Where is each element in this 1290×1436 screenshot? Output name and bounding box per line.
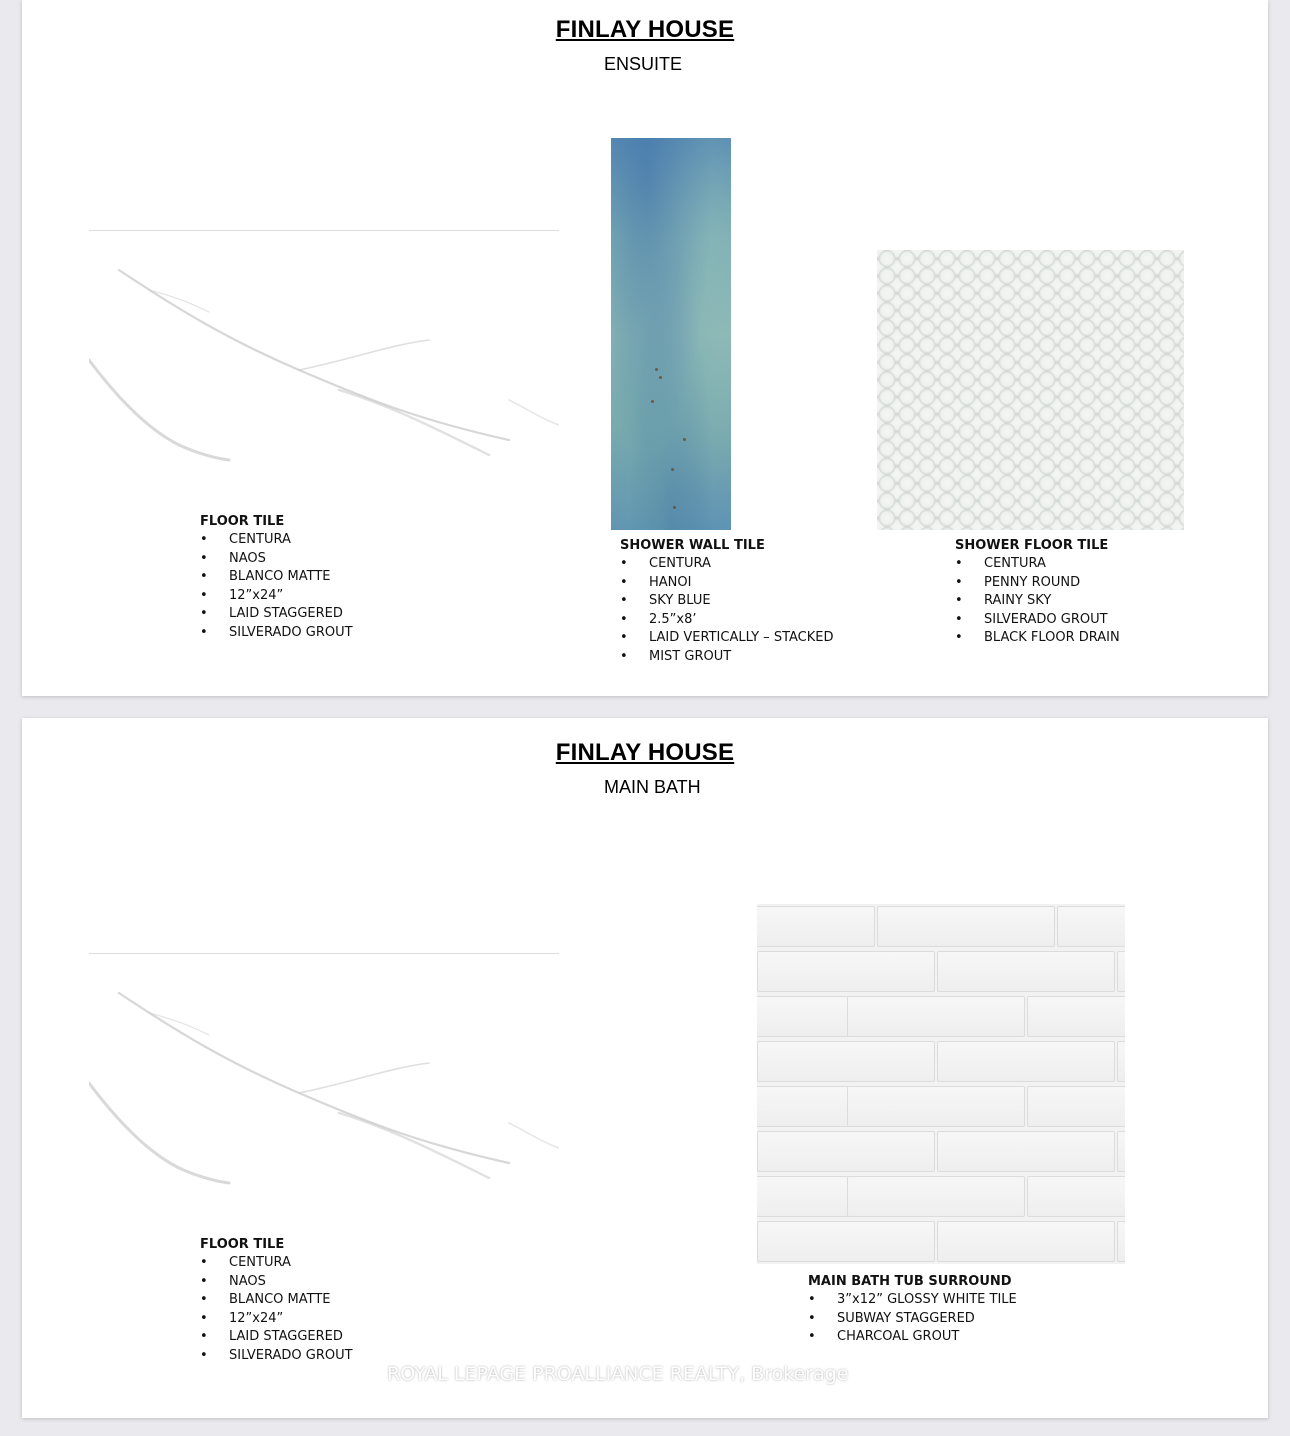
shower-wall-tile-image: [611, 138, 731, 530]
spec-heading: MAIN BATH TUB SURROUND: [808, 1274, 1012, 1289]
shower-floor-tile-image: [877, 250, 1184, 530]
spec-heading: FLOOR TILE: [200, 514, 285, 529]
spec-item: • CENTURA: [955, 556, 1046, 571]
spec-item: • CENTURA: [200, 1255, 291, 1270]
tub-surround-spec: [808, 1274, 1017, 1347]
spec-item: • CENTURA: [620, 556, 711, 571]
spec-item: • SILVERADO GROUT: [955, 611, 1108, 627]
spec-item: • CENTURA: [200, 532, 291, 547]
spec-heading: SHOWER WALL TILE: [620, 538, 765, 553]
tub-surround-tile-image: [757, 904, 1125, 1264]
floor-tile-spec: [200, 514, 353, 643]
spec-item: • 12”x24”: [200, 1310, 284, 1326]
page-title: FINLAY HOUSE: [555, 16, 735, 43]
spec-item: • CHARCOAL GROUT: [808, 1329, 960, 1345]
spec-item: • PENNY ROUND: [955, 574, 1081, 590]
spec-item: • LAID STAGGERED: [200, 606, 343, 622]
floor-tile-spec: [200, 1237, 353, 1366]
spec-item: • 3”x12” GLOSSY WHITE TILE: [808, 1292, 1017, 1307]
page-subtitle: ENSUITE: [604, 54, 683, 74]
brokerage-watermark: ROYAL LEPAGE PROALLIANCE REALTY, Brokerage: [387, 1362, 903, 1386]
shower-wall-tile-spec: [620, 538, 834, 667]
spec-item: • 2.5”x8’: [620, 611, 697, 627]
spec-item: • HANOI: [620, 574, 692, 590]
spec-page-main-bath: [22, 718, 1268, 1418]
floor-tile-image: [89, 953, 559, 1193]
spec-item: • BLANCO MATTE: [200, 1292, 331, 1308]
spec-item: • BLANCO MATTE: [200, 569, 331, 585]
spec-item: • LAID STAGGERED: [200, 1329, 343, 1345]
spec-item: • SKY BLUE: [620, 593, 711, 609]
spec-heading: SHOWER FLOOR TILE: [955, 538, 1109, 553]
spec-item: • SILVERADO GROUT: [200, 624, 353, 640]
spec-item: • LAID VERTICALLY – STACKED: [620, 630, 834, 646]
page-subtitle: MAIN BATH: [604, 777, 701, 797]
spec-item: • SUBWAY STAGGERED: [808, 1310, 975, 1326]
spec-item: • NAOS: [200, 550, 266, 566]
spec-item: • BLACK FLOOR DRAIN: [955, 630, 1120, 646]
spec-item: • SILVERADO GROUT: [200, 1347, 353, 1363]
page-title: FINLAY HOUSE: [555, 739, 735, 766]
shower-floor-tile-spec: [955, 538, 1120, 648]
floor-tile-image: [89, 230, 559, 470]
spec-item: • NAOS: [200, 1273, 266, 1289]
spec-item: • 12”x24”: [200, 587, 284, 603]
spec-heading: FLOOR TILE: [200, 1237, 285, 1252]
spec-item: • RAINY SKY: [955, 593, 1052, 609]
spec-page-ensuite: [22, 0, 1268, 696]
spec-item: • MIST GROUT: [620, 648, 732, 664]
